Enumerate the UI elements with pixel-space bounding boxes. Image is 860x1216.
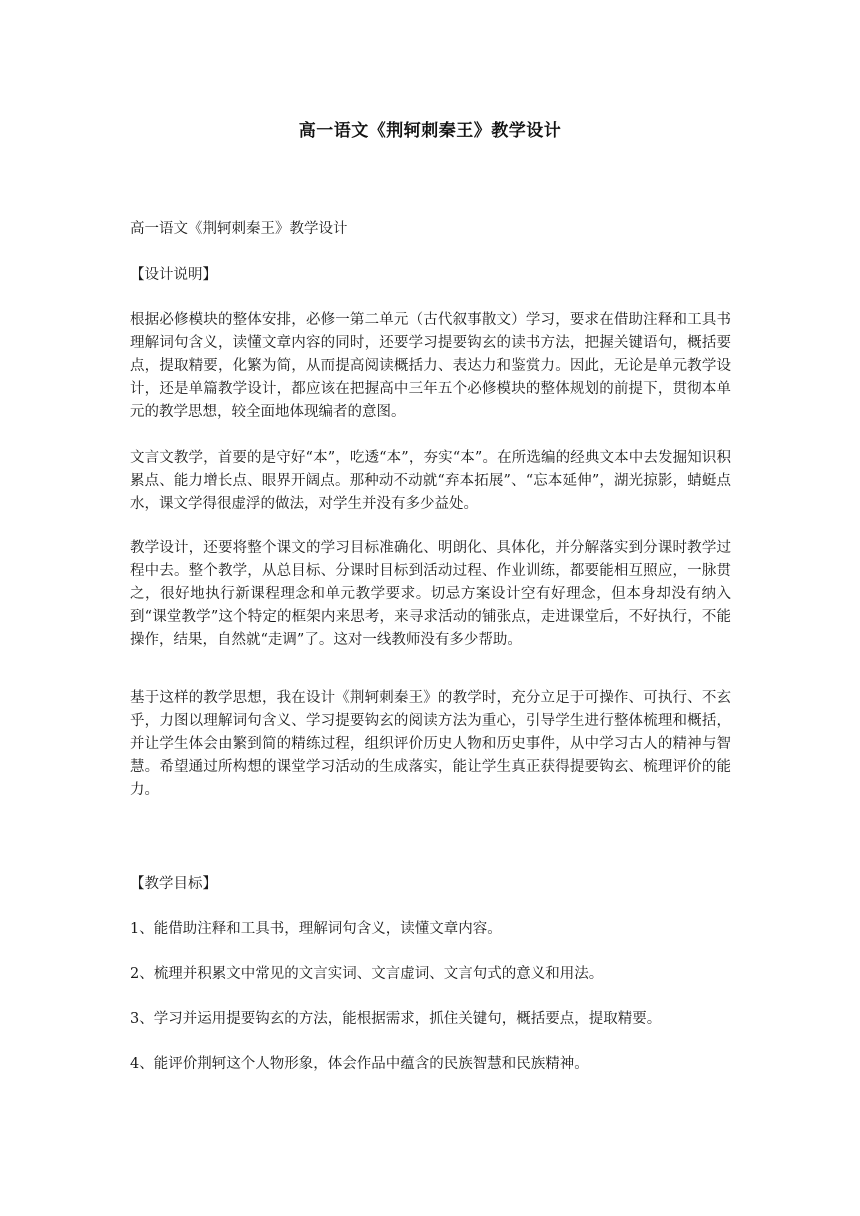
design-note-paragraph-3: 教学设计，还要将整个课文的学习目标准确化、明朗化、具体化，并分解落实到分课时教学过程中去。整个教学，从总目标、分课时目标到活动过程、作业训练，都要能相互照应，一脉贯之，很好地执行新课程理念和单元教学要求。切忌方案设计空有好理念，但本身却没有纳入到“课堂教学”这个特定的框架内来思考，来寻求活动的铺张点，走进课堂后，不好执行，不能操作，结果，自然就“走调”了。这对一线教师没有多少帮助。	[130, 540, 731, 648]
teaching-goal-item: 2、梳理并积累文中常见的文言实词、文言虚词、文言句式的意义和用法。	[130, 966, 604, 982]
document-subtitle: 高一语文《荆轲刺秦王》教学设计	[130, 221, 348, 237]
design-note-paragraph-2: 文言文教学，首要的是守好“本”，吃透“本”，夯实“本”。在所选编的经典文本中去发掘知识积累点、能力增长点、眼界开阔点。那种动不动就“弃本拓展”、“忘本延伸”，湖光掠影，蜻蜓点水，课文学得很虚浮的做法，对学生并没有多少益处。	[130, 450, 731, 512]
teaching-goal-item: 1、能借助注释和工具书，理解词句含义，读懂文章内容。	[130, 921, 502, 937]
teaching-goals-heading: 【教学目标】	[130, 876, 217, 892]
design-note-heading: 【设计说明】	[130, 267, 217, 283]
teaching-goal-item: 3、学习并运用提要钩玄的方法，能根据需求，抓住关键句，概括要点，提取精要。	[130, 1011, 662, 1027]
design-note-paragraph-1: 根据必修模块的整体安排，必修一第二单元（古代叙事散文）学习，要求在借助注释和工具书理解词句含义，读懂文章内容的同时，还要学习提要钩玄的读书方法，把握关键语句，概括要点，提取精要，化繁为简，从而提高阅读概括力、表达力和鉴赏力。因此，无论是单元教学设计，还是单篇教学设计，都应该在把握高中三年五个必修模块的整体规划的前提下，贯彻本单元的教学思想，较全面地体现编者的意图。	[130, 312, 731, 420]
design-note-paragraph-4: 基于这样的教学思想，我在设计《荆轲刺秦王》的教学时，充分立足于可操作、可执行、不玄乎，力图以理解词句含义、学习提要钩玄的阅读方法为重心，引导学生进行整体梳理和概括，并让学生体会由繁到简的精练过程，组织评价历史人物和历史事件，从中学习古人的精神与智慧。希望通过所构想的课堂学习活动的生成落实，能让学生真正获得提要钩玄、梳理评价的能力。	[130, 690, 731, 798]
teaching-goal-item: 4、能评价荆轲这个人物形象，体会作品中蕴含的民族智慧和民族精神。	[130, 1056, 589, 1072]
page-title: 高一语文《荆轲刺秦王》教学设计	[298, 121, 562, 141]
